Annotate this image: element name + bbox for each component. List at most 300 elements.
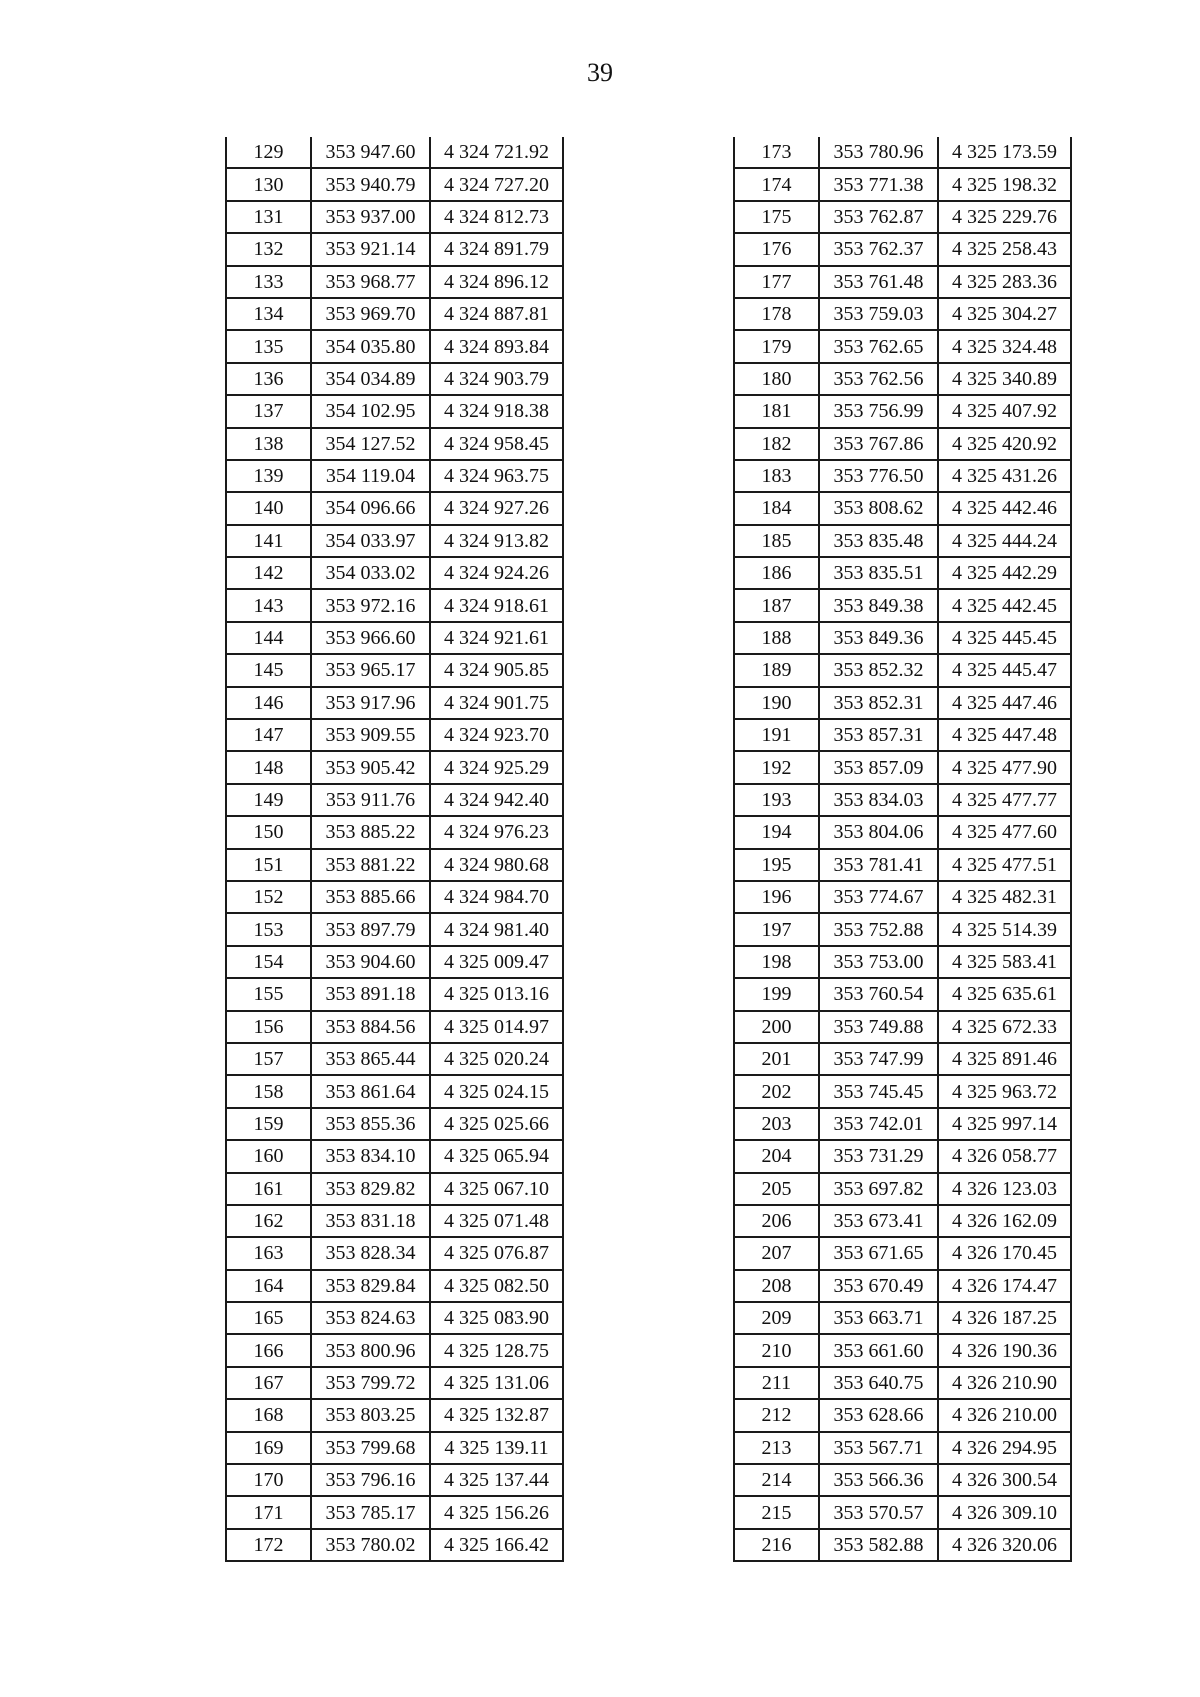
y-coordinate-cell: 4 325 407.92 (938, 395, 1071, 427)
point-number-cell: 129 (226, 137, 311, 168)
x-coordinate-cell: 353 697.82 (819, 1173, 938, 1205)
point-number-cell: 149 (226, 784, 311, 816)
table-row (734, 266, 1071, 298)
y-coordinate-cell: 4 325 009.47 (430, 946, 563, 978)
x-coordinate-cell: 353 855.36 (311, 1108, 430, 1140)
table-row (226, 1496, 563, 1528)
point-number-cell: 200 (734, 1011, 819, 1043)
y-coordinate-cell: 4 325 076.87 (430, 1237, 563, 1269)
y-coordinate-cell: 4 325 082.50 (430, 1270, 563, 1302)
y-coordinate-cell: 4 325 071.48 (430, 1205, 563, 1237)
y-coordinate-cell: 4 324 942.40 (430, 784, 563, 816)
point-number-cell: 139 (226, 460, 311, 492)
x-coordinate-cell: 353 865.44 (311, 1043, 430, 1075)
table-row (734, 1043, 1071, 1075)
y-coordinate-cell: 4 325 324.48 (938, 330, 1071, 362)
y-coordinate-cell: 4 325 442.46 (938, 492, 1071, 524)
table-row (226, 233, 563, 265)
x-coordinate-cell: 353 780.96 (819, 137, 938, 168)
table-row (226, 201, 563, 233)
point-number-cell: 180 (734, 363, 819, 395)
table-row (226, 363, 563, 395)
y-coordinate-cell: 4 324 903.79 (430, 363, 563, 395)
y-coordinate-cell: 4 325 340.89 (938, 363, 1071, 395)
table-row (734, 395, 1071, 427)
x-coordinate-cell: 353 897.79 (311, 913, 430, 945)
table-row (734, 589, 1071, 621)
table-row (734, 1173, 1071, 1205)
y-coordinate-cell: 4 325 431.26 (938, 460, 1071, 492)
y-coordinate-cell: 4 325 258.43 (938, 233, 1071, 265)
table-row (226, 913, 563, 945)
table-row (734, 168, 1071, 200)
point-number-cell: 157 (226, 1043, 311, 1075)
table-row (734, 428, 1071, 460)
coordinates-table-body (734, 137, 1071, 1561)
x-coordinate-cell: 353 852.31 (819, 687, 938, 719)
y-coordinate-cell: 4 324 721.92 (430, 137, 563, 168)
x-coordinate-cell: 353 904.60 (311, 946, 430, 978)
x-coordinate-cell: 353 834.10 (311, 1140, 430, 1172)
table-row (734, 1140, 1071, 1172)
x-coordinate-cell: 353 803.25 (311, 1399, 430, 1431)
point-number-cell: 153 (226, 913, 311, 945)
point-number-cell: 216 (734, 1529, 819, 1561)
table-row (226, 751, 563, 783)
x-coordinate-cell: 353 567.71 (819, 1432, 938, 1464)
point-number-cell: 186 (734, 557, 819, 589)
x-coordinate-cell: 353 759.03 (819, 298, 938, 330)
x-coordinate-cell: 353 829.84 (311, 1270, 430, 1302)
y-coordinate-cell: 4 324 727.20 (430, 168, 563, 200)
x-coordinate-cell: 353 921.14 (311, 233, 430, 265)
point-number-cell: 131 (226, 201, 311, 233)
table-row (226, 1334, 563, 1366)
y-coordinate-cell: 4 324 924.26 (430, 557, 563, 589)
x-coordinate-cell: 353 742.01 (819, 1108, 938, 1140)
x-coordinate-cell: 353 947.60 (311, 137, 430, 168)
table-row (734, 1464, 1071, 1496)
point-number-cell: 201 (734, 1043, 819, 1075)
table-row (734, 1496, 1071, 1528)
y-coordinate-cell: 4 325 020.24 (430, 1043, 563, 1075)
x-coordinate-cell: 353 785.17 (311, 1496, 430, 1528)
x-coordinate-cell: 353 940.79 (311, 168, 430, 200)
table-row (226, 266, 563, 298)
point-number-cell: 138 (226, 428, 311, 460)
y-coordinate-cell: 4 324 887.81 (430, 298, 563, 330)
point-number-cell: 168 (226, 1399, 311, 1431)
table-row (734, 1529, 1071, 1561)
x-coordinate-cell: 353 566.36 (819, 1464, 938, 1496)
point-number-cell: 133 (226, 266, 311, 298)
point-number-cell: 212 (734, 1399, 819, 1431)
table-row (226, 946, 563, 978)
point-number-cell: 191 (734, 719, 819, 751)
x-coordinate-cell: 353 965.17 (311, 654, 430, 686)
table-row (226, 881, 563, 913)
point-number-cell: 158 (226, 1075, 311, 1107)
x-coordinate-cell: 353 749.88 (819, 1011, 938, 1043)
point-number-cell: 173 (734, 137, 819, 168)
table-row (734, 233, 1071, 265)
x-coordinate-cell: 353 582.88 (819, 1529, 938, 1561)
x-coordinate-cell: 353 834.03 (819, 784, 938, 816)
y-coordinate-cell: 4 325 067.10 (430, 1173, 563, 1205)
point-number-cell: 199 (734, 978, 819, 1010)
x-coordinate-cell: 353 661.60 (819, 1334, 938, 1366)
x-coordinate-cell: 353 671.65 (819, 1237, 938, 1269)
x-coordinate-cell: 353 968.77 (311, 266, 430, 298)
table-row (226, 1432, 563, 1464)
x-coordinate-cell: 353 835.48 (819, 525, 938, 557)
y-coordinate-cell: 4 326 058.77 (938, 1140, 1071, 1172)
point-number-cell: 174 (734, 168, 819, 200)
table-row (734, 492, 1071, 524)
point-number-cell: 177 (734, 266, 819, 298)
table-row (734, 654, 1071, 686)
point-number-cell: 166 (226, 1334, 311, 1366)
point-number-cell: 151 (226, 849, 311, 881)
x-coordinate-cell: 353 905.42 (311, 751, 430, 783)
point-number-cell: 203 (734, 1108, 819, 1140)
point-number-cell: 145 (226, 654, 311, 686)
point-number-cell: 175 (734, 201, 819, 233)
y-coordinate-cell: 4 325 477.77 (938, 784, 1071, 816)
y-coordinate-cell: 4 325 444.24 (938, 525, 1071, 557)
point-number-cell: 192 (734, 751, 819, 783)
x-coordinate-cell: 353 808.62 (819, 492, 938, 524)
x-coordinate-cell: 353 762.87 (819, 201, 938, 233)
table-row (226, 1011, 563, 1043)
table-row (226, 622, 563, 654)
point-number-cell: 143 (226, 589, 311, 621)
x-coordinate-cell: 353 673.41 (819, 1205, 938, 1237)
point-number-cell: 154 (226, 946, 311, 978)
point-number-cell: 208 (734, 1270, 819, 1302)
y-coordinate-cell: 4 325 514.39 (938, 913, 1071, 945)
y-coordinate-cell: 4 325 997.14 (938, 1108, 1071, 1140)
point-number-cell: 179 (734, 330, 819, 362)
point-number-cell: 132 (226, 233, 311, 265)
table-row (226, 1302, 563, 1334)
table-row (734, 687, 1071, 719)
table-row (734, 881, 1071, 913)
table-row (226, 1270, 563, 1302)
x-coordinate-cell: 353 884.56 (311, 1011, 430, 1043)
table-row (226, 525, 563, 557)
table-row (734, 1432, 1071, 1464)
x-coordinate-cell: 353 824.63 (311, 1302, 430, 1334)
y-coordinate-cell: 4 325 283.36 (938, 266, 1071, 298)
point-number-cell: 172 (226, 1529, 311, 1561)
x-coordinate-cell: 353 761.48 (819, 266, 938, 298)
point-number-cell: 164 (226, 1270, 311, 1302)
table-row (226, 1075, 563, 1107)
table-row (734, 330, 1071, 362)
point-number-cell: 209 (734, 1302, 819, 1334)
x-coordinate-cell: 353 861.64 (311, 1075, 430, 1107)
table-row (226, 1043, 563, 1075)
x-coordinate-cell: 353 891.18 (311, 978, 430, 1010)
table-row (734, 1334, 1071, 1366)
y-coordinate-cell: 4 326 309.10 (938, 1496, 1071, 1528)
x-coordinate-cell: 353 762.37 (819, 233, 938, 265)
point-number-cell: 181 (734, 395, 819, 427)
table-row (734, 1075, 1071, 1107)
point-number-cell: 155 (226, 978, 311, 1010)
x-coordinate-cell: 353 831.18 (311, 1205, 430, 1237)
y-coordinate-cell: 4 325 445.45 (938, 622, 1071, 654)
y-coordinate-cell: 4 324 893.84 (430, 330, 563, 362)
y-coordinate-cell: 4 326 300.54 (938, 1464, 1071, 1496)
point-number-cell: 152 (226, 881, 311, 913)
table-row (734, 913, 1071, 945)
y-coordinate-cell: 4 325 445.47 (938, 654, 1071, 686)
y-coordinate-cell: 4 325 442.29 (938, 557, 1071, 589)
x-coordinate-cell: 354 033.02 (311, 557, 430, 589)
x-coordinate-cell: 353 799.72 (311, 1367, 430, 1399)
y-coordinate-cell: 4 325 304.27 (938, 298, 1071, 330)
y-coordinate-cell: 4 326 190.36 (938, 1334, 1071, 1366)
x-coordinate-cell: 353 849.38 (819, 589, 938, 621)
x-coordinate-cell: 353 849.36 (819, 622, 938, 654)
y-coordinate-cell: 4 324 976.23 (430, 816, 563, 848)
x-coordinate-cell: 354 035.80 (311, 330, 430, 362)
point-number-cell: 207 (734, 1237, 819, 1269)
table-row (226, 460, 563, 492)
table-row (226, 428, 563, 460)
table-row (226, 687, 563, 719)
x-coordinate-cell: 353 852.32 (819, 654, 938, 686)
table-row (734, 622, 1071, 654)
table-row (226, 784, 563, 816)
table-row (734, 1399, 1071, 1431)
y-coordinate-cell: 4 325 447.48 (938, 719, 1071, 751)
point-number-cell: 141 (226, 525, 311, 557)
x-coordinate-cell: 353 969.70 (311, 298, 430, 330)
x-coordinate-cell: 353 885.22 (311, 816, 430, 848)
x-coordinate-cell: 354 102.95 (311, 395, 430, 427)
x-coordinate-cell: 353 828.34 (311, 1237, 430, 1269)
point-number-cell: 197 (734, 913, 819, 945)
point-number-cell: 211 (734, 1367, 819, 1399)
point-number-cell: 185 (734, 525, 819, 557)
table-row (226, 330, 563, 362)
point-number-cell: 171 (226, 1496, 311, 1528)
y-coordinate-cell: 4 324 963.75 (430, 460, 563, 492)
point-number-cell: 161 (226, 1173, 311, 1205)
y-coordinate-cell: 4 325 083.90 (430, 1302, 563, 1334)
y-coordinate-cell: 4 325 014.97 (430, 1011, 563, 1043)
x-coordinate-cell: 354 119.04 (311, 460, 430, 492)
y-coordinate-cell: 4 325 173.59 (938, 137, 1071, 168)
x-coordinate-cell: 353 663.71 (819, 1302, 938, 1334)
x-coordinate-cell: 353 804.06 (819, 816, 938, 848)
table-row (734, 751, 1071, 783)
y-coordinate-cell: 4 325 477.60 (938, 816, 1071, 848)
x-coordinate-cell: 353 881.22 (311, 849, 430, 881)
y-coordinate-cell: 4 326 187.25 (938, 1302, 1071, 1334)
page-number: 39 (587, 58, 613, 87)
table-row (734, 1108, 1071, 1140)
point-number-cell: 183 (734, 460, 819, 492)
table-row (226, 1108, 563, 1140)
x-coordinate-cell: 353 753.00 (819, 946, 938, 978)
y-coordinate-cell: 4 324 905.85 (430, 654, 563, 686)
x-coordinate-cell: 353 917.96 (311, 687, 430, 719)
x-coordinate-cell: 353 756.99 (819, 395, 938, 427)
x-coordinate-cell: 353 774.67 (819, 881, 938, 913)
point-number-cell: 204 (734, 1140, 819, 1172)
point-number-cell: 213 (734, 1432, 819, 1464)
y-coordinate-cell: 4 324 812.73 (430, 201, 563, 233)
point-number-cell: 146 (226, 687, 311, 719)
table-row (734, 784, 1071, 816)
y-coordinate-cell: 4 325 672.33 (938, 1011, 1071, 1043)
x-coordinate-cell: 353 767.86 (819, 428, 938, 460)
point-number-cell: 182 (734, 428, 819, 460)
table-row (226, 719, 563, 751)
table-row (226, 1173, 563, 1205)
y-coordinate-cell: 4 325 198.32 (938, 168, 1071, 200)
point-number-cell: 205 (734, 1173, 819, 1205)
y-coordinate-cell: 4 325 131.06 (430, 1367, 563, 1399)
x-coordinate-cell: 353 640.75 (819, 1367, 938, 1399)
x-coordinate-cell: 354 034.89 (311, 363, 430, 395)
point-number-cell: 150 (226, 816, 311, 848)
x-coordinate-cell: 353 966.60 (311, 622, 430, 654)
y-coordinate-cell: 4 324 913.82 (430, 525, 563, 557)
y-coordinate-cell: 4 325 583.41 (938, 946, 1071, 978)
y-coordinate-cell: 4 325 156.26 (430, 1496, 563, 1528)
x-coordinate-cell: 353 760.54 (819, 978, 938, 1010)
x-coordinate-cell: 353 781.41 (819, 849, 938, 881)
point-number-cell: 162 (226, 1205, 311, 1237)
table-row (734, 137, 1071, 168)
point-number-cell: 159 (226, 1108, 311, 1140)
point-number-cell: 169 (226, 1432, 311, 1464)
y-coordinate-cell: 4 325 447.46 (938, 687, 1071, 719)
table-row (226, 1205, 563, 1237)
x-coordinate-cell: 353 780.02 (311, 1529, 430, 1561)
table-row (734, 525, 1071, 557)
point-number-cell: 194 (734, 816, 819, 848)
point-number-cell: 170 (226, 1464, 311, 1496)
x-coordinate-cell: 353 829.82 (311, 1173, 430, 1205)
table-row (734, 1367, 1071, 1399)
x-coordinate-cell: 354 033.97 (311, 525, 430, 557)
table-row (734, 1302, 1071, 1334)
point-number-cell: 135 (226, 330, 311, 362)
table-row (226, 557, 563, 589)
table-row (226, 589, 563, 621)
point-number-cell: 147 (226, 719, 311, 751)
y-coordinate-cell: 4 326 123.03 (938, 1173, 1071, 1205)
table-row (226, 137, 563, 168)
y-coordinate-cell: 4 325 024.15 (430, 1075, 563, 1107)
point-number-cell: 144 (226, 622, 311, 654)
x-coordinate-cell: 353 857.31 (819, 719, 938, 751)
point-number-cell: 163 (226, 1237, 311, 1269)
y-coordinate-cell: 4 324 980.68 (430, 849, 563, 881)
point-number-cell: 195 (734, 849, 819, 881)
x-coordinate-cell: 353 752.88 (819, 913, 938, 945)
x-coordinate-cell: 353 776.50 (819, 460, 938, 492)
point-number-cell: 184 (734, 492, 819, 524)
table-row (734, 1205, 1071, 1237)
table-row (226, 492, 563, 524)
table-row (226, 395, 563, 427)
table-row (226, 1237, 563, 1269)
y-coordinate-cell: 4 325 132.87 (430, 1399, 563, 1431)
x-coordinate-cell: 353 796.16 (311, 1464, 430, 1496)
point-number-cell: 136 (226, 363, 311, 395)
table-row (734, 816, 1071, 848)
y-coordinate-cell: 4 324 958.45 (430, 428, 563, 460)
point-number-cell: 148 (226, 751, 311, 783)
table-row (226, 849, 563, 881)
table-row (226, 654, 563, 686)
y-coordinate-cell: 4 325 420.92 (938, 428, 1071, 460)
x-coordinate-cell: 353 857.09 (819, 751, 938, 783)
y-coordinate-cell: 4 324 923.70 (430, 719, 563, 751)
y-coordinate-cell: 4 324 901.75 (430, 687, 563, 719)
y-coordinate-cell: 4 325 229.76 (938, 201, 1071, 233)
table-row (226, 1140, 563, 1172)
x-coordinate-cell: 353 800.96 (311, 1334, 430, 1366)
x-coordinate-cell: 353 771.38 (819, 168, 938, 200)
y-coordinate-cell: 4 326 210.90 (938, 1367, 1071, 1399)
y-coordinate-cell: 4 324 925.29 (430, 751, 563, 783)
x-coordinate-cell: 353 972.16 (311, 589, 430, 621)
coordinates-table-left (225, 137, 564, 1562)
point-number-cell: 198 (734, 946, 819, 978)
point-number-cell: 178 (734, 298, 819, 330)
y-coordinate-cell: 4 325 482.31 (938, 881, 1071, 913)
y-coordinate-cell: 4 325 025.66 (430, 1108, 563, 1140)
x-coordinate-cell: 354 127.52 (311, 428, 430, 460)
point-number-cell: 189 (734, 654, 819, 686)
point-number-cell: 206 (734, 1205, 819, 1237)
x-coordinate-cell: 353 731.29 (819, 1140, 938, 1172)
y-coordinate-cell: 4 325 963.72 (938, 1075, 1071, 1107)
y-coordinate-cell: 4 325 442.45 (938, 589, 1071, 621)
table-row (226, 1464, 563, 1496)
x-coordinate-cell: 353 909.55 (311, 719, 430, 751)
y-coordinate-cell: 4 325 477.51 (938, 849, 1071, 881)
table-row (734, 460, 1071, 492)
table-row (226, 816, 563, 848)
x-coordinate-cell: 353 799.68 (311, 1432, 430, 1464)
y-coordinate-cell: 4 326 174.47 (938, 1270, 1071, 1302)
point-number-cell: 190 (734, 687, 819, 719)
point-number-cell: 176 (734, 233, 819, 265)
x-coordinate-cell: 353 747.99 (819, 1043, 938, 1075)
x-coordinate-cell: 353 628.66 (819, 1399, 938, 1431)
point-number-cell: 165 (226, 1302, 311, 1334)
x-coordinate-cell: 353 745.45 (819, 1075, 938, 1107)
y-coordinate-cell: 4 326 294.95 (938, 1432, 1071, 1464)
table-row (226, 1367, 563, 1399)
table-row (734, 557, 1071, 589)
table-row (734, 849, 1071, 881)
point-number-cell: 210 (734, 1334, 819, 1366)
point-number-cell: 167 (226, 1367, 311, 1399)
y-coordinate-cell: 4 326 170.45 (938, 1237, 1071, 1269)
table-row (734, 978, 1071, 1010)
point-number-cell: 193 (734, 784, 819, 816)
